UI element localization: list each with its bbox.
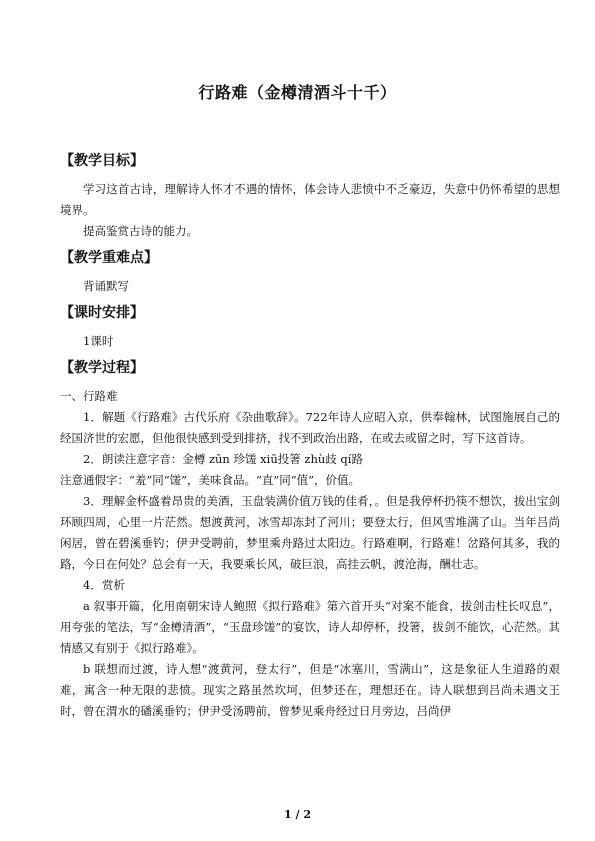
heading-key-points: 【教学重难点】 [60,250,158,266]
paragraph: 4．赏析 [83,578,125,592]
paragraph: 提高鉴赏古诗的能力。 [83,224,198,238]
document-title: 行路难（金樽清酒斗十千） [198,83,397,102]
heading-teaching-process: 【教学过程】 [60,360,144,376]
heading-schedule: 【课时安排】 [60,305,144,321]
paragraph: 学习这首古诗，理解诗人怀才不遇的情怀，体会诗人悲愤中不乏豪迈，失意中仍怀希望的思想境界。 [60,182,560,217]
paragraph: 1．解题《行路难》古代乐府《杂曲歌辞》。722年诗人应昭入京，供奉翰林，试图施展自己的经国济世的宏愿，但他很快感到受到排挤，找不到政治出路，在或去或留之时，写下这首诗。 [60,410,560,445]
document-body [60,145,560,722]
paragraph: 1课时 [83,334,114,348]
paragraph: 3．理解金杯盛着昂贵的美酒，玉盘装满价值万钱的佳肴，。但是我停杯扔筷不想饮，拔出宝剑环顾四周，心里一片茫然。想渡黄河，冰雪却冻封了河川；要登太行，但风雪堆满了山。当年吕尚闲居，曾在碧溪垂钓；伊尹受聘前，梦里乘舟路过太阳边。行路难啊，行路难！岔路何其多，我的路，今日在何处？总会有一天，我要乘长风，破巨浪，高挂云帆，渡沧海，酬壮志。 [60,494,560,571]
paragraph: b 联想而过渡，诗人想“渡黄河，登太行”，但是“冰塞川，雪满山”，这是象征人生道路的艰难，寓含一种无限的悲愤。现实之路虽然坎坷，但梦还在，理想还在。诗人联想到吕尚未遇文王时，曾在渭水的磻溪垂钓；伊尹受汤聘前，曾梦见乘舟经过日月旁边，吕尚伊 [60,662,560,718]
page-number: 1 / 2 [284,808,311,821]
heading-teaching-goals: 【教学目标】 [60,153,144,169]
paragraph: 2．朗读注意字音：金樽 zūn 珍馐 xiū投箸 zhù歧 qí路 [83,452,363,466]
paragraph: 注意通假字：“羞”同“馐”，美味食品。“直”同“值”，价值。 [60,473,361,487]
paragraph: 背诵默写 [83,279,129,293]
paragraph: 一、行路难 [60,389,118,403]
paragraph: a 叙事开篇，化用南朝宋诗人鲍照《拟行路难》第六首开头“对案不能食，拔剑击柱长叹息”，用夸张的笔法，写“金樽清酒”，“玉盘珍馐”的宴饮，诗人却停杯，投箸，拔剑不能饮，心茫然。其情感又有别于《拟行路难》。 [60,599,560,655]
